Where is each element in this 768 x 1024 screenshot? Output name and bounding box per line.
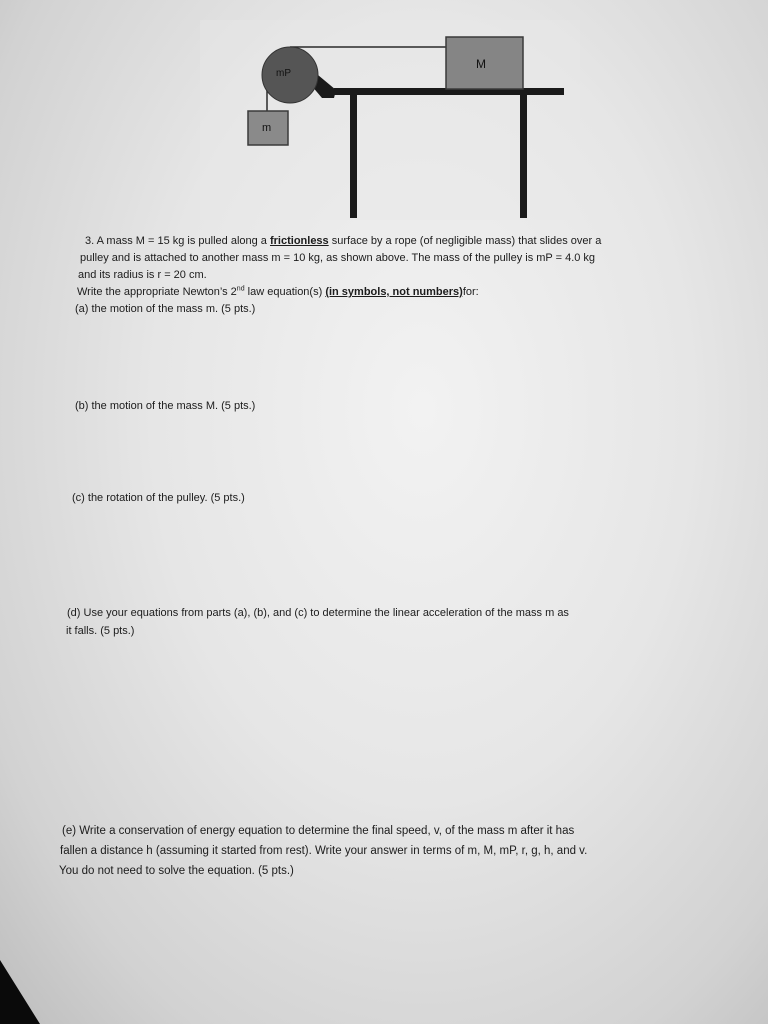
problem-line-1-a: 3. A mass M = 15 kg is pulled along a bbox=[85, 235, 267, 247]
part-e-line-3: You do not need to solve the equation. (5 pts.) bbox=[59, 865, 294, 877]
newton-law-middle: law equation(s) bbox=[247, 286, 323, 298]
part-e-line-2: fallen a distance h (assuming it started from rest). Write your answer in terms of m, M, mP, r, g, h, and v. bbox=[60, 845, 588, 857]
problem-line-3: and its radius is r = 20 cm. bbox=[78, 269, 207, 281]
problem-line-4 bbox=[77, 284, 479, 300]
part-d-line-1: (d) Use your equations from parts (a), (b), and (c) to determine the linear acceleration of the mass m as bbox=[67, 607, 569, 619]
part-b: (b) the motion of the mass M. (5 pts.) bbox=[75, 400, 256, 412]
part-d-line-2: it falls. (5 pts.) bbox=[66, 625, 135, 637]
problem-line-1-b: surface by a rope (of negligible mass) that slides over a bbox=[331, 235, 602, 247]
symbols-emphasis: (in symbols, not numbers) bbox=[325, 286, 463, 298]
nd-superscript: nd bbox=[236, 285, 245, 293]
block-M-label: M bbox=[476, 57, 486, 71]
part-a: (a) the motion of the mass m. (5 pts.) bbox=[75, 303, 256, 315]
physics-diagram bbox=[0, 0, 768, 230]
newton-law-prefix: Write the appropriate Newton’s 2 bbox=[77, 286, 237, 298]
problem-line-1 bbox=[85, 233, 601, 249]
table-leg-left bbox=[350, 95, 357, 218]
frictionless-emphasis: frictionless bbox=[269, 235, 329, 247]
block-m-label: m bbox=[262, 122, 272, 134]
newton-law-suffix: for: bbox=[462, 286, 479, 298]
problem-line-2: pulley and is attached to another mass m = 10 kg, as shown above. The mass of the pulley is mP = 4.0 kg bbox=[80, 252, 596, 264]
table-leg-right bbox=[520, 95, 527, 218]
part-c: (c) the rotation of the pulley. (5 pts.) bbox=[72, 492, 245, 504]
part-e-line-1: (e) Write a conservation of energy equation to determine the final speed, v, of the mass m after it has bbox=[62, 825, 575, 837]
pulley-label: mP bbox=[276, 68, 291, 79]
